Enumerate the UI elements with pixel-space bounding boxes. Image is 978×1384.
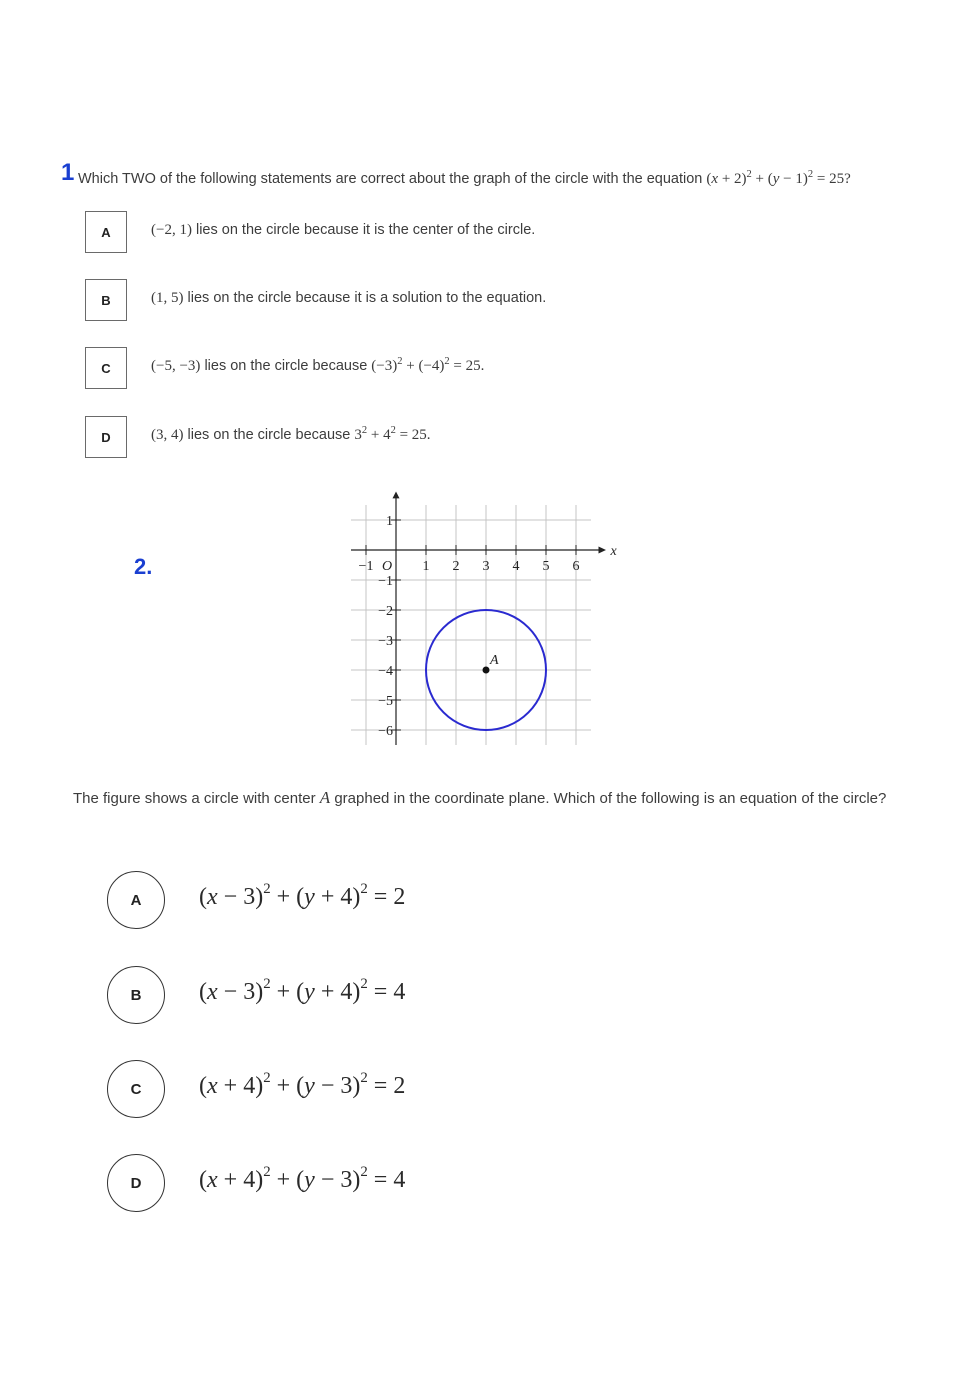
q1-option-c-letter[interactable]: C <box>85 347 127 389</box>
q2-option-b-equation: $(x - 3)^2 + (y + 4)^2 = 4$ <box>199 975 406 1005</box>
center-point-label: A <box>490 653 499 668</box>
q1-option-a-letter[interactable]: A <box>85 211 127 253</box>
x-axis-arrow <box>599 547 607 554</box>
q2-option-a-equation: $(x - 3)^2 + (y + 4)^2 = 2$ <box>199 880 406 910</box>
question-1-number: 1 <box>61 159 75 186</box>
q2-option-a-letter[interactable]: A <box>107 871 165 929</box>
origin-label: O <box>382 559 393 574</box>
q2-option-b-letter[interactable]: B <box>107 966 165 1024</box>
x-tick-label: 3 <box>482 559 490 574</box>
q2-option-c-equation: $(x + 4)^2 + (y - 3)^2 = 2$ <box>199 1069 406 1099</box>
question-2-number: 2. <box>134 554 153 579</box>
q1-option-d-text: (3, 4) lies on the circle because $3^2 + 4^2 = 25$. <box>151 425 431 443</box>
y-tick-label: −4 <box>378 664 393 679</box>
q1-option-d-letter[interactable]: D <box>85 416 127 458</box>
y-tick-label: −2 <box>378 604 393 619</box>
q1-option-c-text: (−5, −3) lies on the circle because $(-3)^2 + (-4)^2 = 25$. <box>151 356 485 374</box>
q1-option-a-text: (−2, 1) lies on the circle because it is the center of the circle. <box>151 222 536 238</box>
x-tick-label: 5 <box>542 559 550 574</box>
question-1-prompt-text: Which TWO of the following statements are correct about the graph of the circle with the equation <box>78 171 707 187</box>
x-tick-label: 2 <box>452 559 460 574</box>
q2-option-c-letter[interactable]: C <box>107 1060 165 1118</box>
x-tick-label: 1 <box>422 559 430 574</box>
q1-option-b-letter[interactable]: B <box>85 279 127 321</box>
x-tick-label: 6 <box>572 559 580 574</box>
q2-option-d-equation: $(x + 4)^2 + (y - 3)^2 = 4$ <box>199 1163 406 1193</box>
question-1-equation: $(x + 2)^2 + (y - 1)^2 = 25$? <box>706 169 851 187</box>
y-tick-label: −3 <box>378 634 393 649</box>
y-axis-arrow <box>393 492 400 499</box>
y-tick-label: −1 <box>378 574 393 589</box>
x-axis-label: x <box>610 544 617 559</box>
y-tick-label: 1 <box>386 514 393 529</box>
question-2-prompt: The figure shows a circle with center A graphed in the coordinate plane. Which of the following is an equation of the circle? <box>73 788 887 807</box>
x-tick-label: 4 <box>512 559 520 574</box>
y-tick-label: −5 <box>378 694 393 709</box>
y-tick-label: −6 <box>378 724 393 739</box>
q1-option-b-text: (1, 5) lies on the circle because it is a solution to the equation. <box>151 290 547 306</box>
center-point <box>483 667 490 674</box>
q2-option-d-letter[interactable]: D <box>107 1154 165 1212</box>
x-tick-label: −1 <box>358 559 374 574</box>
